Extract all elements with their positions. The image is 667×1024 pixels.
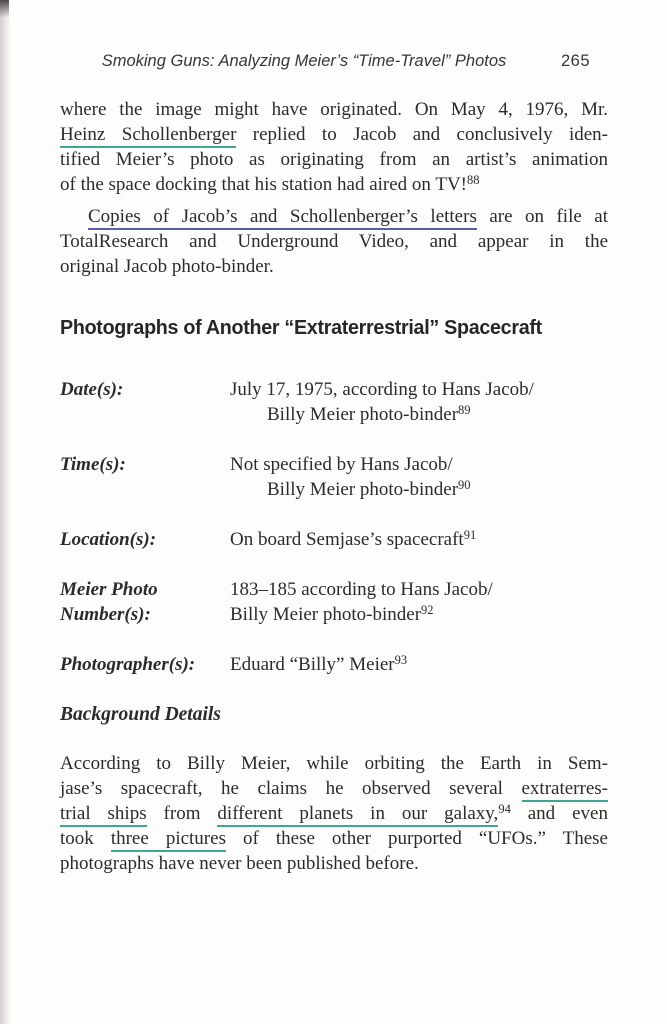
text-line bbox=[60, 172, 608, 197]
text-line bbox=[60, 776, 608, 801]
running-head-title: Smoking Guns: Analyzing Meier’s “Time-Travel” Photos bbox=[101, 52, 507, 70]
page-header bbox=[60, 52, 608, 71]
paragraph-background-details bbox=[60, 751, 608, 876]
field-label-line: Time(s): bbox=[60, 454, 126, 475]
text-segment: Billy Meier photo-binder bbox=[267, 404, 459, 425]
footnote-superscript: 94 bbox=[498, 802, 511, 816]
field-value-line bbox=[230, 452, 471, 477]
text-line bbox=[60, 229, 608, 254]
text-line bbox=[60, 826, 608, 851]
hand-underlined-phrase: Copies of Jacob’s and Schollenberger’s letters bbox=[88, 206, 477, 230]
text-segment: According to Billy Meier, while orbiting the Earth in Sem- bbox=[60, 753, 608, 774]
footnote-superscript: 89 bbox=[458, 403, 471, 417]
field-value-line bbox=[230, 602, 493, 627]
text-line bbox=[60, 254, 608, 279]
text-segment: photographs have never been published before. bbox=[60, 853, 419, 874]
hand-underlined-phrase: different planets in our galaxy, bbox=[217, 803, 498, 827]
field-value-line bbox=[230, 527, 476, 552]
field-label bbox=[60, 577, 230, 627]
text-segment: On board Semjase’s spacecraft bbox=[230, 529, 464, 550]
photo-data-fields bbox=[60, 377, 608, 677]
footnote-superscript: 93 bbox=[394, 653, 408, 667]
text-segment: are on file at bbox=[476, 206, 608, 227]
paragraph-letters-on-file bbox=[60, 204, 608, 279]
paragraph-schollenberger-reply bbox=[60, 97, 608, 197]
field-row bbox=[60, 452, 608, 502]
field-label bbox=[60, 527, 230, 552]
field-value bbox=[230, 527, 476, 552]
text-segment: Eduard “Billy” Meier bbox=[230, 654, 395, 675]
field-row bbox=[60, 527, 608, 552]
text-line bbox=[60, 851, 608, 876]
text-line bbox=[60, 751, 608, 776]
scan-left-edge-shadow bbox=[0, 0, 11, 1024]
footnote-superscript: 88 bbox=[467, 173, 480, 187]
field-label-line: Location(s): bbox=[60, 529, 157, 550]
field-value bbox=[230, 377, 534, 427]
field-value-line bbox=[230, 477, 471, 502]
hand-underlined-phrase: extraterres- bbox=[522, 778, 609, 802]
text-segment: took bbox=[60, 828, 111, 849]
text-line bbox=[60, 147, 608, 172]
text-line bbox=[60, 97, 608, 122]
text-segment: 183–185 according to Hans Jacob/ bbox=[230, 579, 493, 600]
field-value bbox=[230, 652, 407, 677]
footnote-superscript: 90 bbox=[458, 478, 471, 492]
page-content bbox=[60, 0, 608, 876]
text-segment: Billy Meier photo-binder bbox=[230, 604, 422, 625]
text-line bbox=[60, 122, 608, 147]
scan-corner-mark bbox=[0, 0, 9, 18]
text-segment: July 17, 1975, according to Hans Jacob/ bbox=[230, 379, 534, 400]
page-body bbox=[60, 97, 608, 876]
footnote-superscript: 92 bbox=[421, 603, 434, 617]
field-value-line bbox=[230, 652, 407, 677]
field-label-line: Date(s): bbox=[60, 379, 124, 400]
field-row bbox=[60, 652, 608, 677]
text-line bbox=[60, 204, 608, 229]
hand-underlined-phrase: trial ships bbox=[60, 803, 147, 827]
text-segment: replied to Jacob and conclusively iden- bbox=[236, 124, 608, 145]
text-segment: Not specified by Hans Jacob/ bbox=[230, 454, 453, 475]
section-heading-photographs: Photographs of Another “Extraterrestrial” Spacecraft bbox=[60, 316, 542, 339]
text-segment: of these other purported “UFOs.” These bbox=[225, 828, 608, 849]
field-row bbox=[60, 377, 608, 427]
text-segment: TotalResearch and Underground Video, and appear in the bbox=[60, 231, 608, 252]
text-line bbox=[60, 801, 608, 826]
hand-underlined-phrase: three pictures bbox=[111, 828, 226, 852]
field-label-line: Number(s): bbox=[60, 604, 151, 625]
text-segment: original Jacob photo-binder. bbox=[60, 256, 274, 277]
text-segment: jase’s spacecraft, he claims he observed several bbox=[60, 778, 522, 799]
text-segment: of the space docking that his station had aired on TV! bbox=[60, 174, 467, 195]
page-number: 265 bbox=[560, 52, 590, 70]
field-value-line bbox=[230, 577, 493, 602]
text-segment: Billy Meier photo-binder bbox=[267, 479, 459, 500]
field-value bbox=[230, 577, 493, 627]
text-segment: and even bbox=[510, 803, 608, 824]
field-row bbox=[60, 577, 608, 627]
field-value bbox=[230, 452, 471, 502]
subsection-heading-background-details: Background Details bbox=[60, 704, 221, 725]
hand-underlined-phrase: Heinz Schollenberger bbox=[60, 124, 236, 148]
text-segment: from bbox=[146, 803, 218, 824]
text-segment: tified Meier’s photo as originating from an artist’s animation bbox=[60, 149, 608, 170]
field-label bbox=[60, 377, 230, 427]
field-label-line: Meier Photo bbox=[60, 579, 158, 600]
field-label bbox=[60, 452, 230, 502]
text-segment: where the image might have originated. On May 4, 1976, Mr. bbox=[60, 99, 608, 120]
footnote-superscript: 91 bbox=[463, 528, 477, 542]
field-value-line bbox=[230, 402, 534, 427]
field-label-line: Photographer(s): bbox=[60, 654, 196, 675]
field-label bbox=[60, 652, 230, 677]
field-value-line bbox=[230, 377, 534, 402]
